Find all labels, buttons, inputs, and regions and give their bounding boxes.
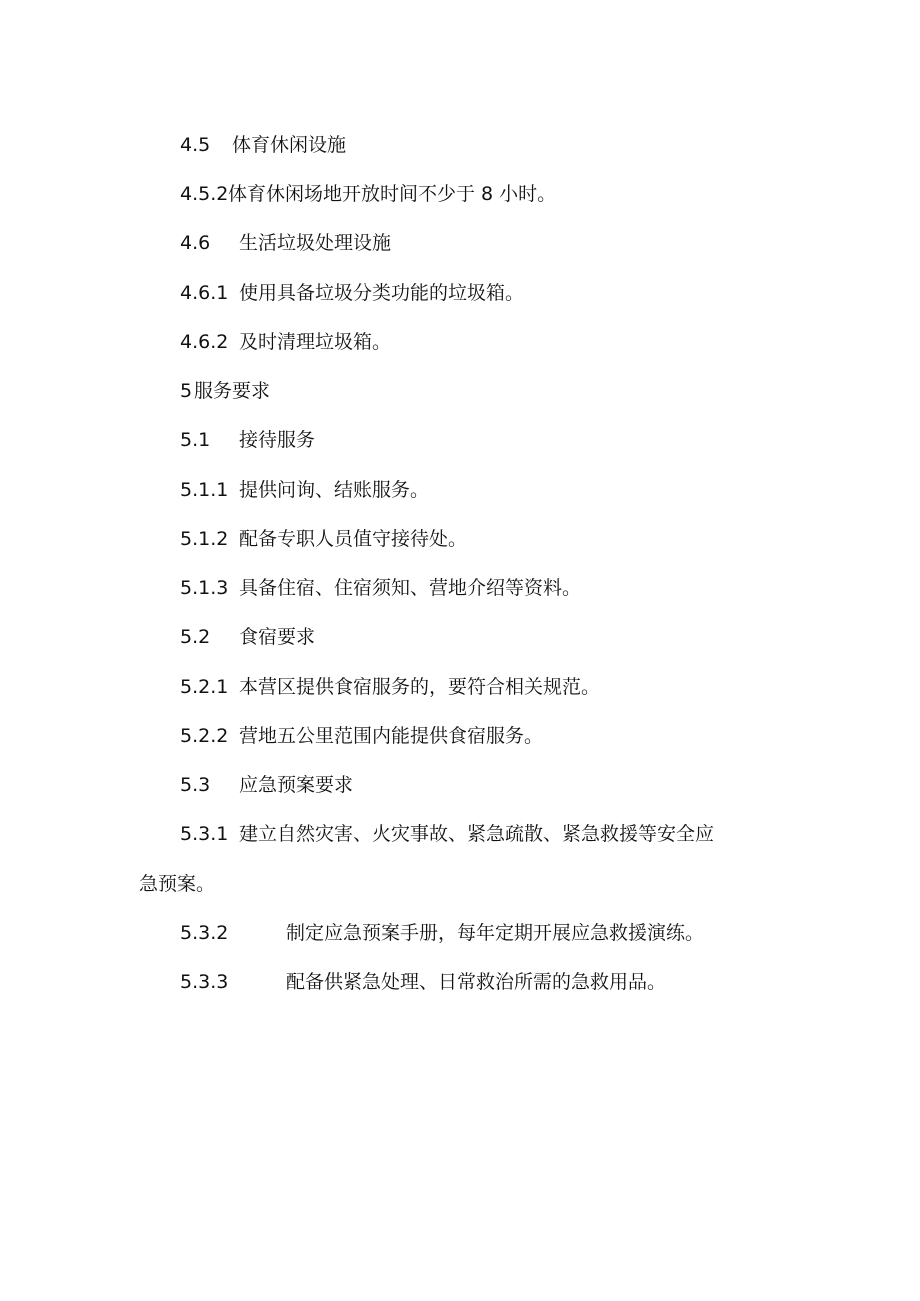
clause-number: 4.5.2 (180, 183, 229, 205)
clause-text: 生活垃圾处理设施 (239, 232, 392, 254)
clause-number: 5.1.1 (180, 479, 229, 501)
clause-number: 5.1.3 (180, 577, 229, 599)
clause-number: 5.3.3 (180, 971, 229, 993)
clause-text: 配备供紧急处理、日常救治所需的急救用品。 (286, 971, 667, 993)
clause-number: 5.3.1 (180, 823, 229, 845)
clause-text: 具备住宿、住宿须知、营地介绍等资料。 (239, 577, 582, 599)
clause-text: 应急预案要求 (239, 774, 354, 796)
clause-text: 建立自然灾害、火灾事故、紧急疏散、紧急救援等安全应 (239, 823, 715, 845)
clause-number: 5 (180, 380, 193, 402)
clause-text: 本营区提供食宿服务的，要符合相关规范。 (239, 676, 601, 698)
clause-text: 体育休闲场地开放时间不少于 8 小时。 (228, 183, 557, 205)
clause-number: 5.3 (180, 774, 211, 796)
clause-text: 体育休闲设施 (232, 134, 347, 156)
clause-text: 食宿要求 (239, 626, 316, 648)
clause-number: 5.1 (180, 429, 211, 451)
clause-number: 5.3.2 (180, 922, 229, 944)
clause-number: 5.1.2 (180, 528, 229, 550)
clause-text: 配备专职人员值守接待处。 (239, 528, 468, 550)
clause-number: 5.2.2 (180, 725, 229, 747)
clause-text: 使用具备垃圾分类功能的垃圾箱。 (239, 282, 525, 304)
clause-number: 4.6.1 (180, 282, 229, 304)
clause-text: 服务要求 (194, 380, 271, 402)
clause-number: 4.6 (180, 232, 211, 254)
clause-number: 5.2 (180, 626, 211, 648)
clause-text: 制定应急预案手册，每年定期开展应急救援演练。 (286, 922, 705, 944)
clause-number: 5.2.1 (180, 676, 229, 698)
clause-text: 提供问询、结账服务。 (239, 479, 430, 501)
clause-text: 急预案。 (139, 873, 216, 895)
clause-number: 4.5 (180, 134, 211, 156)
clause-text: 接待服务 (239, 429, 316, 451)
clause-text: 营地五公里范围内能提供食宿服务。 (239, 725, 544, 747)
clause-number: 4.6.2 (180, 331, 229, 353)
clause-text: 及时清理垃圾箱。 (239, 331, 392, 353)
